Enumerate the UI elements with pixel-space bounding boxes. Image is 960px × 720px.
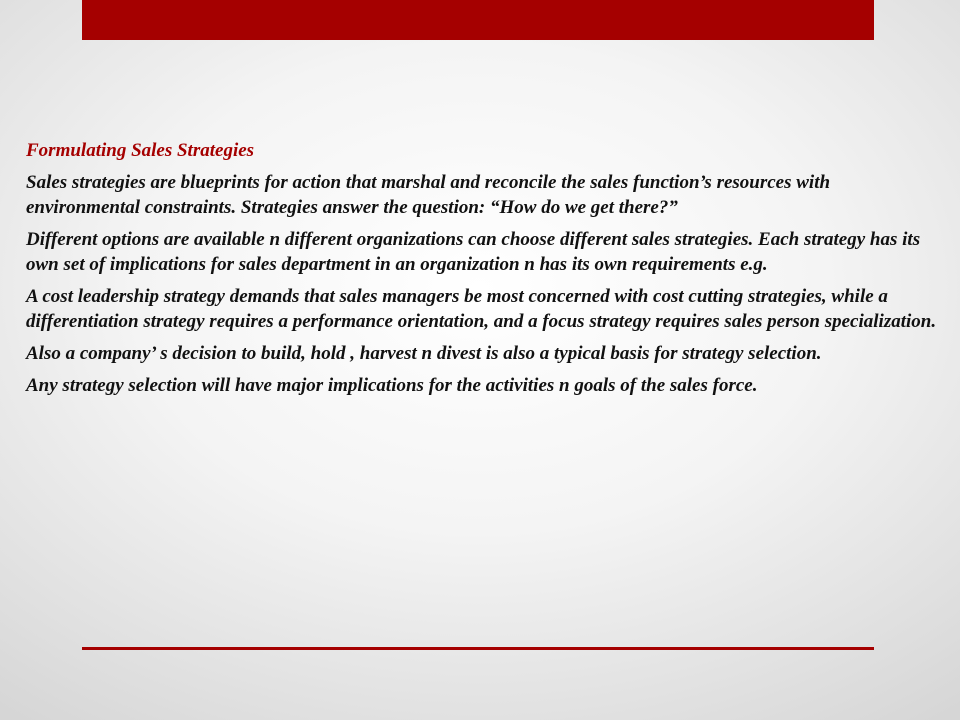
- paragraph-definition: Sales strategies are blueprints for action that marshal and reconcile the sales function’s resources with environmental constraints. Strategies answer the question: “How do we get there?”: [26, 172, 831, 218]
- top-accent-bar: [82, 0, 874, 40]
- paragraph-cost-leadership: A cost leadership strategy demands that sales managers be most concerned with cost cutting strategies, while a differentiation strategy requires a performance orientation, and a focus strategy requires sales person specialization.: [26, 286, 937, 332]
- bottom-accent-rule: [82, 647, 874, 650]
- paragraph-implications: Any strategy selection will have major implications for the activities n goals of the sales force.: [26, 375, 758, 396]
- slide-content: [26, 138, 941, 405]
- paragraph-build-hold-harvest: Also a company’ s decision to build, hold , harvest n divest is also a typical basis for strategy selection.: [26, 343, 822, 364]
- paragraph-options: Different options are available n different organizations can choose different sales strategies. Each strategy has its own set of implications for sales department in an organization n has its own requirements e.g.: [26, 229, 921, 275]
- slide-heading: Formulating Sales Strategies: [26, 140, 255, 161]
